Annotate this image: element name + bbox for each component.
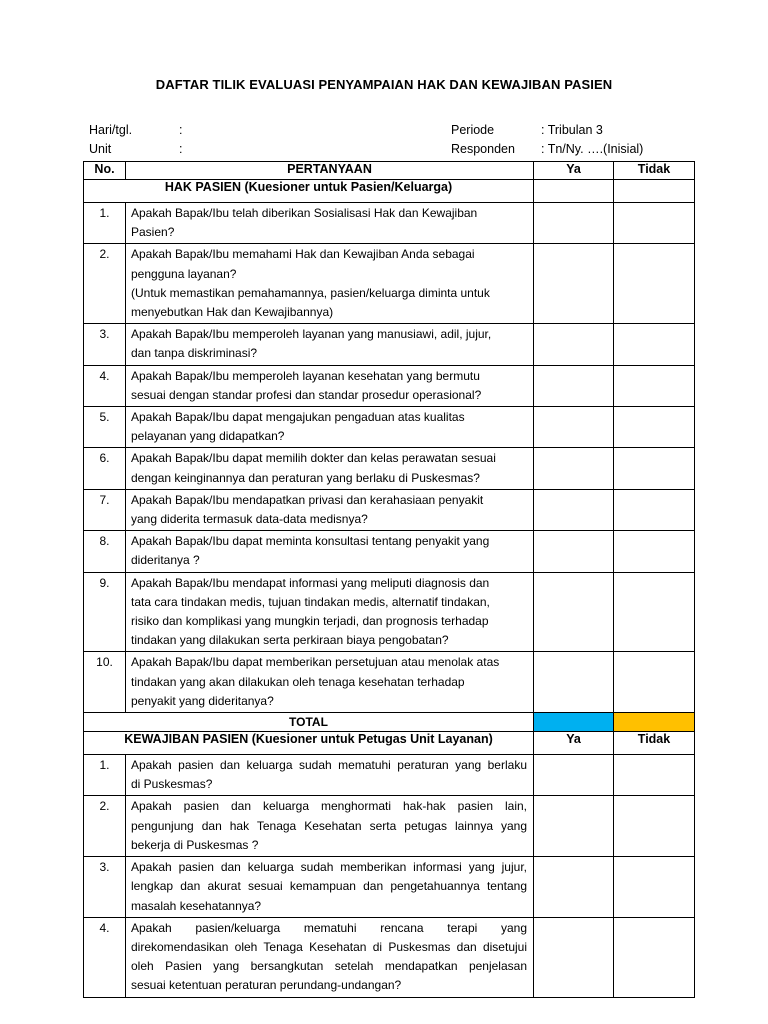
answer-ya-cell[interactable] [534, 857, 614, 918]
answer-ya-cell[interactable] [534, 755, 614, 796]
checklist-table [83, 161, 695, 998]
question-line: Apakah Bapak/Ibu dapat memberikan persetujuan atau menolak atas [131, 655, 500, 670]
question-number: 10. [84, 652, 126, 713]
question-text [126, 917, 534, 997]
answer-tidak-cell[interactable] [614, 365, 695, 406]
question-text [126, 365, 534, 406]
answer-tidak-cell[interactable] [614, 652, 695, 713]
answer-tidak-cell[interactable] [614, 531, 695, 572]
header-question: PERTANYAAN [126, 162, 534, 180]
question-line: lengkap dan akurat sesuai kemampuan dan pengetahuannya tentang [131, 879, 527, 894]
question-line: Pasien? [131, 225, 175, 240]
answer-ya-cell[interactable] [534, 489, 614, 530]
answer-tidak-cell[interactable] [614, 244, 695, 324]
meta-row-unit [89, 140, 182, 159]
question-text [126, 407, 534, 448]
question-line: Apakah Bapak/Ibu memperoleh layanan kesehatan yang bermutu [131, 368, 480, 383]
question-text [126, 203, 534, 244]
header-no: No. [84, 162, 126, 180]
meta-row-periode [451, 121, 643, 140]
question-line: Apakah Bapak/Ibu dapat memilih dokter dan kelas perawatan sesuai [131, 451, 496, 466]
question-text [126, 796, 534, 857]
header-ya: Ya [534, 162, 614, 180]
question-text [126, 244, 534, 324]
table-row [84, 407, 695, 448]
answer-tidak-cell[interactable] [614, 917, 695, 997]
total-ya-cell[interactable] [534, 713, 614, 732]
answer-ya-cell[interactable] [534, 917, 614, 997]
table-row [84, 324, 695, 365]
question-number: 3. [84, 324, 126, 365]
question-line: pelayanan yang didapatkan? [131, 429, 285, 444]
question-line: menyebutkan Hak dan Kewajibannya) [131, 305, 334, 320]
question-line: yang diderita termasuk data-data medisnya? [131, 512, 368, 527]
answer-ya-cell[interactable] [534, 324, 614, 365]
question-line: direkomendasikan oleh Tenaga Kesehatan di Puskesmas dan disetujui [131, 939, 527, 954]
question-line: dideritanya ? [131, 553, 200, 568]
question-line: penyakit yang dideritanya? [131, 693, 274, 708]
question-line: Apakah pasien dan keluarga sudah mematuhi peraturan yang berlaku [131, 758, 527, 773]
question-number: 4. [84, 917, 126, 997]
question-line: tindakan yang dilakukan serta perkiraan biaya pengobatan? [131, 633, 449, 648]
question-line: Apakah Bapak/Ibu memahami Hak dan Kewajiban Anda sebagai [131, 247, 475, 262]
question-number: 1. [84, 755, 126, 796]
answer-ya-cell[interactable] [534, 407, 614, 448]
question-text [126, 489, 534, 530]
section-kewajiban-ya: Ya [534, 732, 614, 755]
question-text [126, 857, 534, 918]
answer-ya-cell[interactable] [534, 796, 614, 857]
answer-tidak-cell[interactable] [614, 796, 695, 857]
answer-tidak-cell[interactable] [614, 324, 695, 365]
question-text [126, 572, 534, 652]
answer-tidak-cell[interactable] [614, 755, 695, 796]
question-number: 5. [84, 407, 126, 448]
question-text [126, 324, 534, 365]
hari-label: Hari/tgl. [89, 123, 133, 137]
periode-label: Periode [451, 123, 495, 137]
answer-ya-cell[interactable] [534, 244, 614, 324]
question-line: Apakah Bapak/Ibu memperoleh layanan yang manusiawi, adil, jujur, [131, 327, 492, 342]
section-kewajiban-tidak: Tidak [614, 732, 695, 755]
question-line: Apakah Bapak/Ibu mendapat informasi yang meliputi diagnosis dan [131, 575, 490, 590]
table-row [84, 917, 695, 997]
section-hak-ya-cell [534, 180, 614, 203]
document-title: DAFTAR TILIK EVALUASI PENYAMPAIAN HAK DAN KEWAJIBAN PASIEN [155, 77, 613, 92]
question-text [126, 652, 534, 713]
section-kewajiban-row [84, 732, 695, 755]
table-row [84, 244, 695, 324]
question-number: 2. [84, 796, 126, 857]
section-kewajiban-title: KEWAJIBAN PASIEN (Kuesioner untuk Petugas Unit Layanan) [84, 732, 534, 755]
question-number: 8. [84, 531, 126, 572]
answer-tidak-cell[interactable] [614, 572, 695, 652]
question-line: (Untuk memastikan pemahamannya, pasien/keluarga diminta untuk [131, 285, 490, 300]
meta-left [89, 121, 182, 159]
header-row [84, 162, 695, 180]
table-row [84, 652, 695, 713]
total-tidak-cell[interactable] [614, 713, 695, 732]
total-row [84, 713, 695, 732]
question-number: 2. [84, 244, 126, 324]
answer-tidak-cell[interactable] [614, 203, 695, 244]
answer-ya-cell[interactable] [534, 572, 614, 652]
table-row [84, 755, 695, 796]
meta-row-responden [451, 140, 643, 159]
question-line: Apakah pasien dan keluarga menghormati hak-hak pasien lain, [131, 799, 527, 814]
answer-ya-cell[interactable] [534, 203, 614, 244]
question-line: tindakan yang akan dilakukan oleh tenaga kesehatan terhadap [131, 674, 465, 689]
hari-value: : [179, 123, 183, 137]
total-label: TOTAL [84, 713, 534, 732]
table-row [84, 796, 695, 857]
answer-tidak-cell[interactable] [614, 857, 695, 918]
question-number: 9. [84, 572, 126, 652]
question-line: dan tanpa diskriminasi? [131, 346, 258, 361]
question-line: Apakah Bapak/Ibu dapat mengajukan pengaduan atas kualitas [131, 410, 465, 425]
answer-tidak-cell[interactable] [614, 489, 695, 530]
unit-label: Unit [89, 142, 112, 156]
question-number: 1. [84, 203, 126, 244]
checklist-body [84, 180, 695, 998]
question-line: tata cara tindakan medis, tujuan tindakan medis, alternatif tindakan, [131, 594, 490, 609]
table-row [84, 572, 695, 652]
table-row [84, 203, 695, 244]
responden-value: : Tn/Ny. ….(Inisial) [541, 142, 644, 156]
question-line: sesuai dengan standar profesi dan standar prosedur operasional? [131, 387, 482, 402]
answer-tidak-cell[interactable] [614, 448, 695, 489]
table-row [84, 448, 695, 489]
question-line: dengan keinginannya dan peraturan yang berlaku di Puskesmas? [131, 470, 480, 485]
section-hak-title: HAK PASIEN (Kuesioner untuk Pasien/Keluarga) [84, 180, 534, 203]
question-text [126, 531, 534, 572]
unit-value: : [179, 142, 183, 156]
question-number: 7. [84, 489, 126, 530]
question-text [126, 448, 534, 489]
meta-right [451, 121, 643, 159]
question-number: 6. [84, 448, 126, 489]
section-hak-tidak-cell [614, 180, 695, 203]
question-line: pengguna layanan? [131, 266, 237, 281]
question-line: risiko dan komplikasi yang mungkin terjadi, dan prognosis terhadap [131, 614, 489, 629]
periode-value: : Tribulan 3 [541, 123, 603, 137]
answer-tidak-cell[interactable] [614, 407, 695, 448]
question-line: sesuai ketentuan peraturan perundang-undangan? [131, 978, 402, 993]
question-line: Apakah Bapak/Ibu telah diberikan Sosialisasi Hak dan Kewajiban [131, 206, 478, 220]
question-line: pengunjung dan hak Tenaga Kesehatan serta petugas lainnya yang [131, 818, 527, 833]
question-line: Apakah pasien/keluarga mematuhi rencana terapi yang [131, 920, 527, 935]
answer-ya-cell[interactable] [534, 365, 614, 406]
answer-ya-cell[interactable] [534, 652, 614, 713]
header-tidak: Tidak [614, 162, 695, 180]
table-row [84, 489, 695, 530]
question-line: bekerja di Puskesmas ? [131, 837, 259, 852]
question-line: oleh Pasien yang bersangkutan setelah mendapatkan penjelasan [131, 959, 527, 974]
answer-ya-cell[interactable] [534, 531, 614, 572]
responden-label: Responden [451, 142, 515, 156]
meta-row-hari [89, 121, 182, 140]
answer-ya-cell[interactable] [534, 448, 614, 489]
table-row [84, 857, 695, 918]
question-line: di Puskesmas? [131, 777, 213, 792]
question-text [126, 755, 534, 796]
question-number: 4. [84, 365, 126, 406]
question-number: 3. [84, 857, 126, 918]
section-hak-row [84, 180, 695, 203]
question-line: masalah kesehatannya? [131, 898, 262, 913]
question-line: Apakah Bapak/Ibu dapat meminta konsultasi tentang penyakit yang [131, 534, 490, 549]
table-row [84, 531, 695, 572]
question-line: Apakah pasien dan keluarga sudah memberikan informasi yang jujur, [131, 860, 527, 875]
table-row [84, 365, 695, 406]
question-line: Apakah Bapak/Ibu mendapatkan privasi dan kerahasiaan penyakit [131, 492, 484, 507]
